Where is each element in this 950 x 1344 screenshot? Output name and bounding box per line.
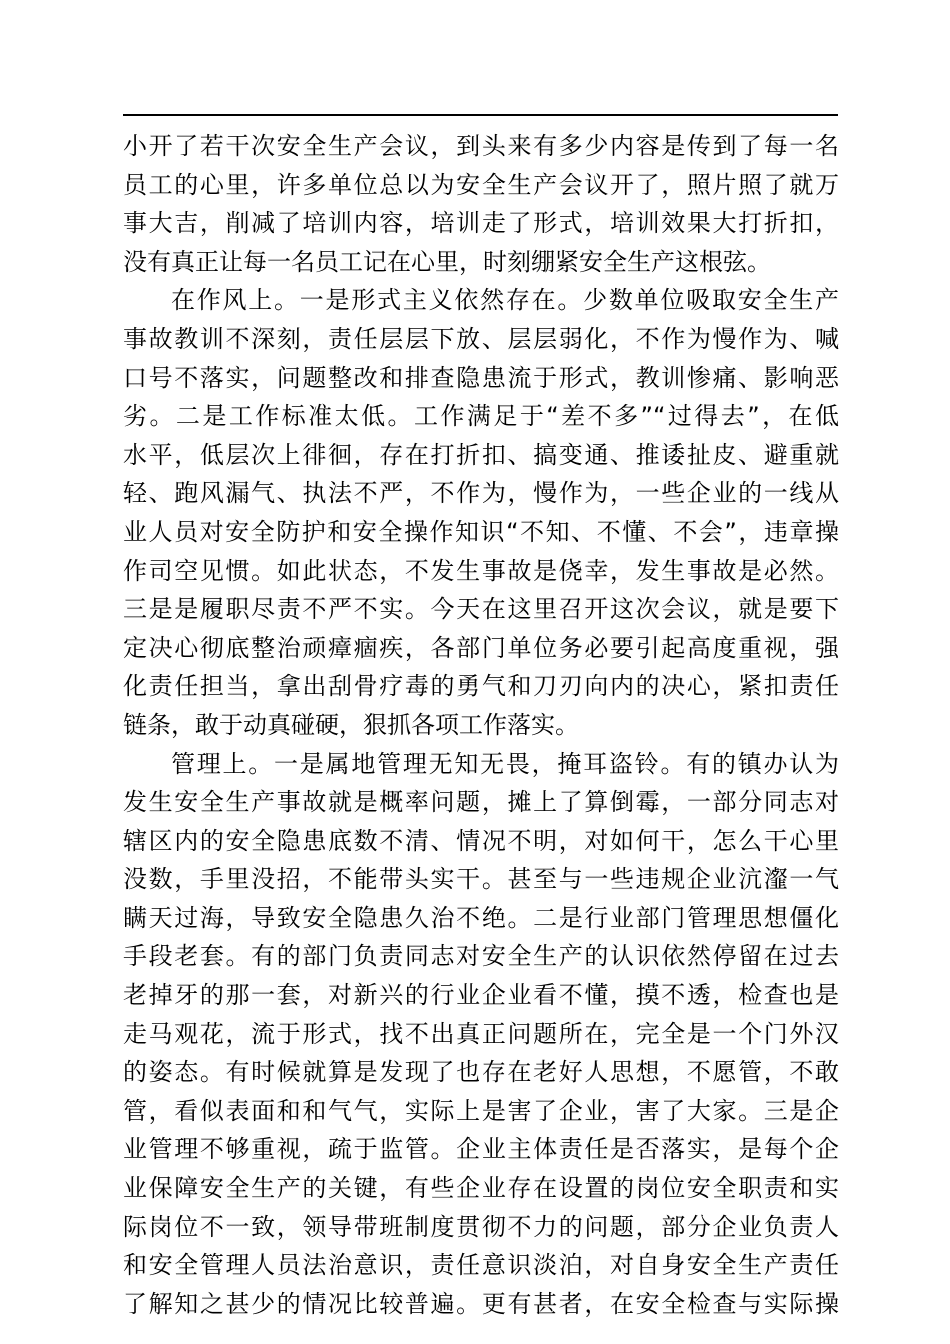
text-line: 际岗位不一致，领导带班制度贯彻不力的问题，部分企业负责人 (123, 1212, 839, 1241)
text-line: 辖区内的安全隐患底数不清、情况不明，对如何干，怎么干心里 (123, 826, 839, 855)
text-line: 没数，手里没招，不能带头实干。甚至与一些违规企业沆瀣一气 (123, 865, 839, 894)
text-line: 业保障安全生产的关键，有些企业存在设置的岗位安全职责和实 (123, 1174, 839, 1203)
header-rule (123, 114, 838, 116)
text-line: 管理上。一是属地管理无知无畏，掩耳盗铃。有的镇办认为 (171, 749, 839, 778)
text-line: 小开了若干次安全生产会议，到头来有多少内容是传到了每一名 (123, 132, 839, 160)
text-line: 水平，低层次上徘徊，存在打折扣、搞变通、推诿扯皮、避重就 (123, 440, 839, 469)
text-line: 劣。二是工作标准太低。工作满足于“差不多”“过得去”，在低 (123, 402, 839, 431)
text-line: 员工的心里，许多单位总以为安全生产会议开了，照片照了就万 (123, 170, 839, 199)
text-line: 链条，敢于动真碰硬，狠抓各项工作落实。 (123, 710, 579, 739)
body-text (123, 127, 839, 1323)
text-line: 化责任担当，拿出刮骨疗毒的勇气和刀刃向内的决心，紧扣责任 (123, 672, 839, 701)
text-line: 口号不落实，问题整改和排查隐患流于形式，教训惨痛、影响恶 (123, 363, 839, 392)
text-line: 管，看似表面和和气气，实际上是害了企业，害了大家。三是企 (123, 1096, 839, 1125)
text-line: 在作风上。一是形式主义依然存在。少数单位吸取安全生产 (171, 286, 839, 315)
text-line: 瞒天过海，导致安全隐患久治不绝。二是行业部门管理思想僵化 (123, 903, 839, 932)
text-line: 业人员对安全防护和安全操作知识“不知、不懂、不会”，违章操 (123, 517, 839, 546)
text-line: 定决心彻底整治顽瘴痼疾，各部门单位务必要引起高度重视，强 (123, 633, 839, 662)
text-line: 作司空见惯。如此状态，不发生事故是侥幸，发生事故是必然。 (123, 556, 839, 585)
text-line: 发生安全生产事故就是概率问题，摊上了算倒霉，一部分同志对 (123, 788, 839, 817)
text-line: 走马观花，流于形式，找不出真正问题所在，完全是一个门外汉 (123, 1019, 839, 1048)
text-line: 了解知之甚少的情况比较普遍。更有甚者，在安全检查与实际操 (123, 1289, 839, 1318)
text-line: 事故教训不深刻，责任层层下放、层层弱化，不作为慢作为、喊 (123, 324, 839, 353)
text-line: 手段老套。有的部门负责同志对安全生产的认识依然停留在过去 (123, 942, 839, 971)
text-line: 三是是履职尽责不严不实。今天在这里召开这次会议，就是要下 (123, 595, 839, 624)
text-line: 轻、跑风漏气、执法不严，不作为，慢作为，一些企业的一线从 (123, 479, 839, 508)
text-line: 的姿态。有时候就算是发现了也存在老好人思想，不愿管，不敢 (123, 1058, 839, 1087)
text-line: 老掉牙的那一套，对新兴的行业企业看不懂，摸不透，检查也是 (123, 981, 839, 1010)
text-line: 和安全管理人员法治意识，责任意识淡泊，对自身安全生产责任 (123, 1251, 839, 1280)
text-line: 事大吉，削减了培训内容，培训走了形式，培训效果大打折扣， (123, 209, 839, 238)
text-line: 业管理不够重视，疏于监管。企业主体责任是否落实，是每个企 (123, 1135, 839, 1164)
text-line: 没有真正让每一名员工记在心里，时刻绷紧安全生产这根弦。 (123, 247, 771, 276)
